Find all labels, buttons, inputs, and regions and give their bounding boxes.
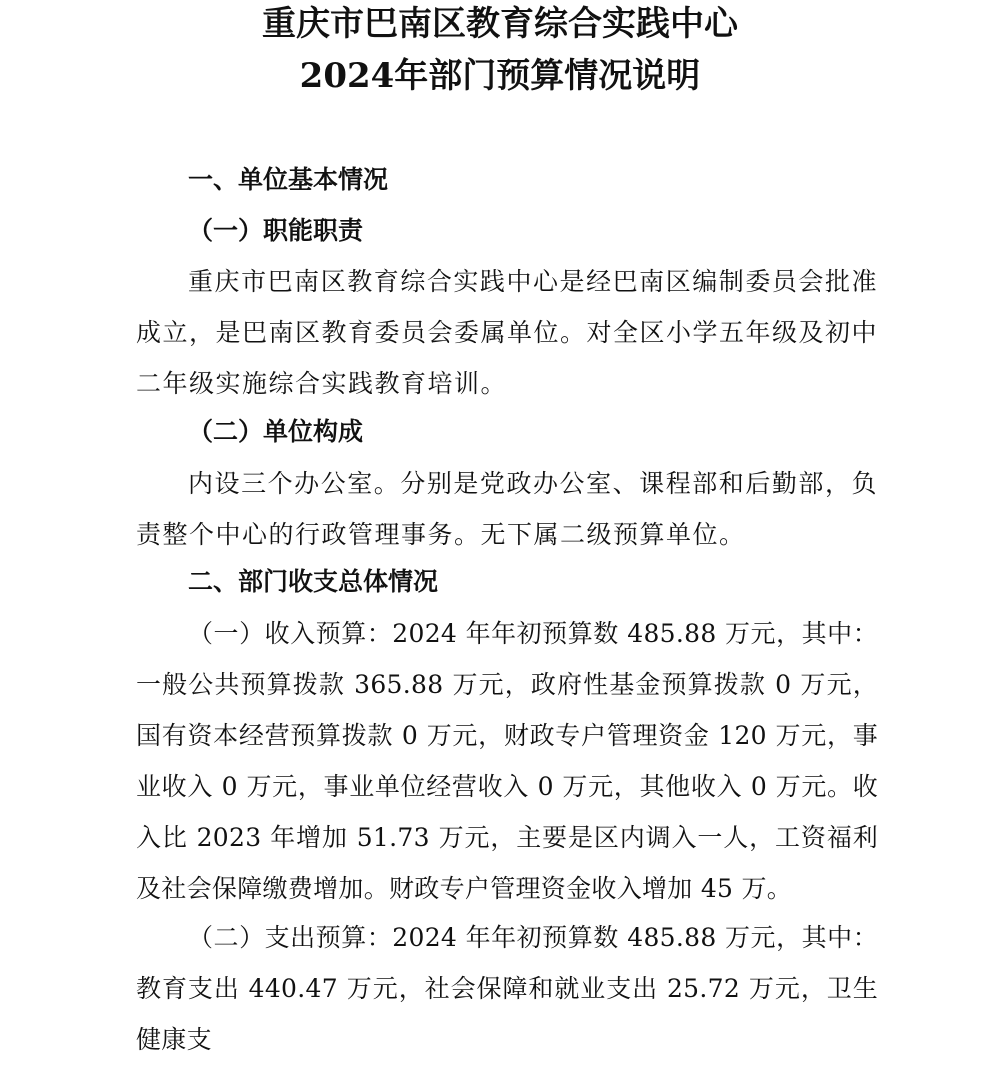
document-title-line1: 重庆市巴南区教育综合实践中心	[262, 4, 738, 44]
section1-sub2-text: 内设三个办公室。分别是党政办公室、课程部和后勤部，负责整个中心的行政管理事务。无下属二级预算单位。	[136, 469, 878, 549]
section1-sub2-heading: （二）单位构成	[188, 417, 364, 446]
section1-sub1-heading: （一）职能职责	[188, 216, 364, 245]
section2-heading: 二、部门收支总体情况	[188, 567, 439, 596]
income-text: 2024 年年初预算数 485.88 万元，其中：一般公共预算拨款 365.88 万元，政府性基金预算拨款 0 万元，国有资本经营预算拨款 0 万元，财政专户管理资金 120 万元，事业收入 0 万元，事业单位经营收入 0 万元，其他收入 0 万元。收入比 2023 年增加 51.73 万元，主要是区内调入一人，工资福利及社会保障缴费增加。财政专户管理资金收入增加 45 万。	[136, 619, 878, 903]
expense-lead: （二）支出预算：	[188, 923, 393, 952]
income-lead: （一）收入预算：	[188, 619, 393, 648]
document-title-line2: 2024年部门预算情况说明	[299, 56, 701, 96]
section2-income-paragraph	[136, 608, 878, 914]
section1-heading: 一、单位基本情况	[188, 165, 389, 194]
section1-sub1-text: 重庆市巴南区教育综合实践中心是经巴南区编制委员会批准成立，是巴南区教育委员会委属单位。对全区小学五年级及初中二年级实施综合实践教育培训。	[136, 267, 879, 398]
expense-text: 2024 年年初预算数 485.88 万元，其中：教育支出 440.47 万元，社会保障和就业支出 25.72 万元，卫生健康支	[136, 923, 878, 1054]
section2-expense-paragraph	[136, 912, 878, 1065]
